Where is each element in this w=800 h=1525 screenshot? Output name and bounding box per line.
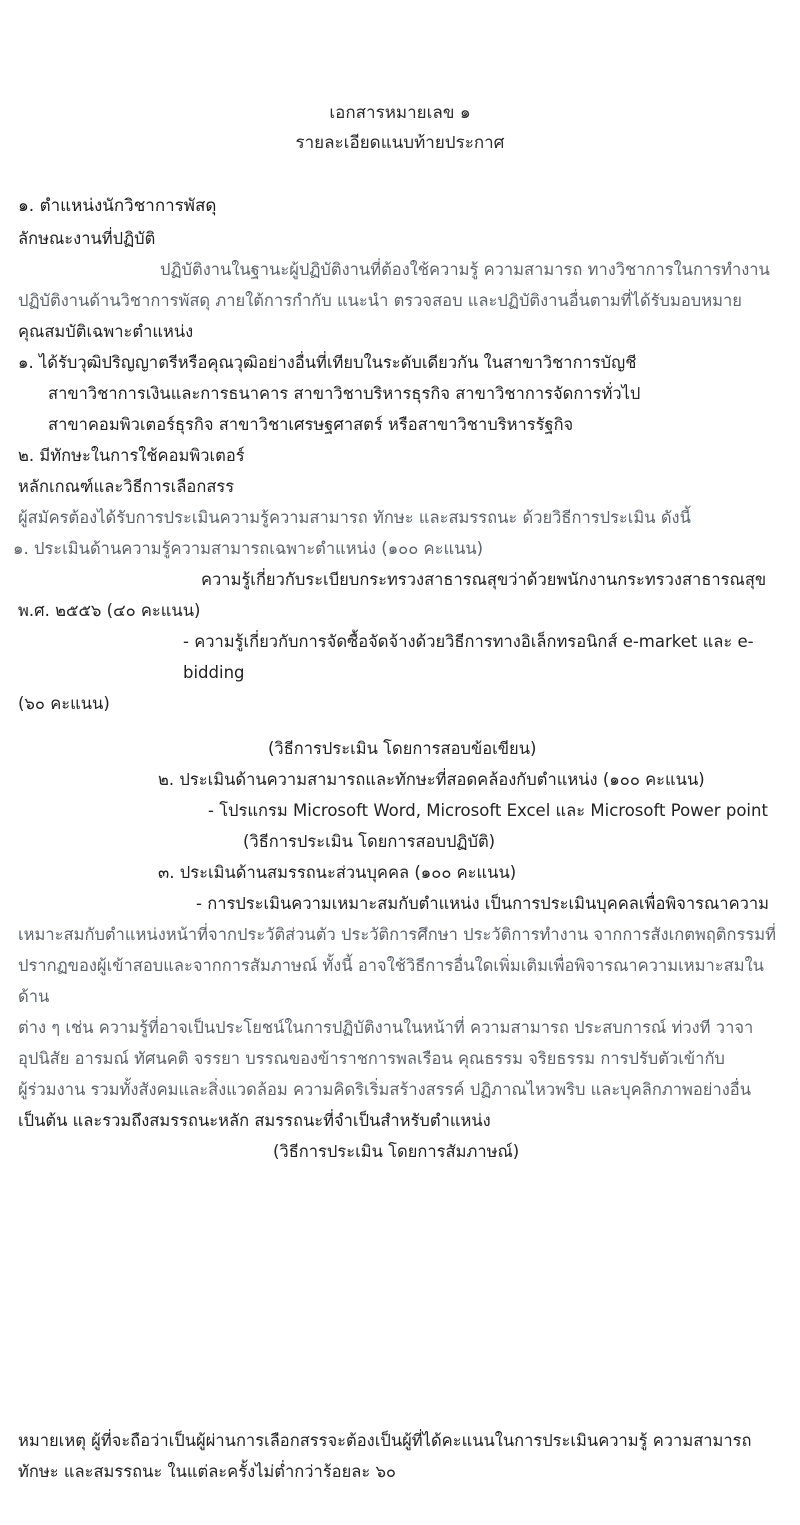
criteria-3-line-1: - การประเมินความเหมาะสมกับตำแหน่ง เป็นการประเมินบุคคลเพื่อพิจารณาความ: [196, 894, 770, 913]
position-heading: ๑. ตำแหน่งนักวิชาการพัสดุ: [18, 196, 217, 216]
note-line-2: ทักษะ และสมรรถนะ ในแต่ละครั้งไม่ต่ำกว่าร้อยละ ๖๐: [18, 1462, 397, 1481]
criteria-section: [18, 471, 782, 502]
criteria-item-1: ๑. ประเมินด้านความรู้ความสามารถเฉพาะตำแหน่ง (๑๐๐ คะแนน): [13, 539, 484, 558]
qualification-item-1-line-1: ๑. ได้รับวุฒิปริญญาตรีหรือคุณวุฒิอย่างอื่นที่เทียบในระดับเดียวกัน ในสาขาวิชาการบัญชี: [18, 353, 637, 372]
criteria-2-method: (วิธีการประเมิน โดยการสอบปฏิบัติ): [243, 832, 496, 851]
criteria-1-sub-1-line-1: ความรู้เกี่ยวกับระเบียบกระทรวงสาธารณสุขว่าด้วยพนักงานกระทรวงสาธารณสุข: [201, 570, 767, 589]
criteria-heading: หลักเกณฑ์และวิธีการเลือกสรร: [18, 477, 235, 496]
criteria-intro-wrap: [13, 502, 782, 564]
criteria-3-line-7: เป็นต้น และรวมถึงสมรรถนะหลัก สมรรถนะที่จำเป็นสำหรับตำแหน่ง: [18, 1111, 491, 1130]
criteria-3-line-4: ต่าง ๆ เช่น ความรู้ที่อาจเป็นประโยชน์ในการปฏิบัติงานในหน้าที่ ความสามารถ ประสบการณ์ ท่วงที วาจา: [18, 1018, 754, 1037]
document-subtitle: รายละเอียดแนบท้ายประกาศ: [295, 133, 505, 153]
qualification-items: [18, 347, 782, 471]
footer-note: [18, 1425, 782, 1487]
criteria-3-method: (วิธีการประเมิน โดยการสัมภาษณ์): [273, 1142, 520, 1161]
duty-line-2: ปฏิบัติงานด้านวิชาการพัสดุ ภายใต้การกำกับ แนะนำ ตรวจสอบ และปฏิบัติงานอื่นตามที่ได้รับมอบหมาย: [18, 291, 742, 310]
qualification-item-2: ๒. มีทักษะในการใช้คอมพิวเตอร์: [18, 446, 245, 465]
criteria-1-sub-2: [18, 626, 782, 719]
document-page: [0, 98, 800, 1525]
criteria-1-sub-2-line-1: - ความรู้เกี่ยวกับการจัดซื้อจัดจ้างด้วยวิธีการทางอิเล็กทรอนิกส์ e-market และ e-bidding: [183, 632, 754, 682]
duty-section: [18, 223, 782, 254]
criteria-3-line-6: ผู้ร่วมงาน รวมทั้งสังคมและสิ่งแวดล้อม ความคิดริเริ่มสร้างสรรค์ ปฏิภาณไหวพริบ และบุคลิกภาพอย่างอื่น: [18, 1080, 751, 1099]
duty-heading: ลักษณะงานที่ปฏิบัติ: [18, 229, 156, 248]
qualification-item-1-line-3: สาขาคอมพิวเตอร์ธุรกิจ สาขาวิชาเศรษฐศาสตร์ หรือสาขาวิชาบริหารรัฐกิจ: [48, 415, 574, 434]
criteria-3-line-5: อุปนิสัย อารมณ์ ทัศนคติ จรรยา บรรณของข้าราชการพลเรือน คุณธรรม จริยธรรม การปรับตัวเข้ากับ: [18, 1049, 725, 1068]
qualification-section: [18, 316, 782, 347]
criteria-item-3: ๓. ประเมินด้านสมรรถนะส่วนบุคคล (๑๐๐ คะแนน): [158, 863, 517, 882]
criteria-3-paragraph: [18, 888, 782, 1136]
qualification-item-1-line-2: สาขาวิชาการเงินและการธนาคาร สาขาวิชาบริหารธุรกิจ สาขาวิชาการจัดการทั่วไป: [48, 384, 641, 403]
criteria-1-sub-1: [18, 564, 782, 626]
criteria-3-line-3: ปรากฏของผู้เข้าสอบและจากการสัมภาษณ์ ทั้งนี้ อาจใช้วิธีการอื่นใดเพิ่มเติมเพื่อพิจารณาความเหมาะสมในด้าน: [18, 956, 764, 1006]
duty-body: [18, 254, 782, 316]
duty-line-1: ปฏิบัติงานในฐานะผู้ปฏิบัติงานที่ต้องใช้ความรู้ ความสามารถ ทางวิชาการในการทำงาน: [160, 260, 770, 279]
criteria-item-2: ๒. ประเมินด้านความสามารถและทักษะที่สอดคล้องกับตำแหน่ง (๑๐๐ คะแนน): [158, 770, 705, 789]
criteria-1-method: (วิธีการประเมิน โดยการสอบข้อเขียน): [268, 739, 537, 758]
criteria-1-sub-2-line-2: (๖๐ คะแนน): [18, 694, 110, 713]
criteria-1-sub-1-line-2: พ.ศ. ๒๕๕๖ (๔๐ คะแนน): [18, 601, 201, 620]
criteria-3-line-2: เหมาะสมกับตำแหน่งหน้าที่จากประวัติส่วนตัว ประวัติการศึกษา ประวัติการทำงาน จากการสังเกตพฤติกรรมที่: [18, 925, 776, 944]
document-title: เอกสารหมายเลข ๑: [329, 103, 471, 123]
note-line-1: หมายเหตุ ผู้ที่จะถือว่าเป็นผู้ผ่านการเลือกสรรจะต้องเป็นผู้ที่ได้คะแนนในการประเมินความรู้ ความสามารถ: [18, 1431, 752, 1450]
criteria-2-sub: - โปรแกรม Microsoft Word, Microsoft Excel และ Microsoft Power point: [208, 801, 768, 820]
qualification-heading: คุณสมบัติเฉพาะตำแหน่ง: [18, 322, 194, 341]
criteria-intro: ผู้สมัครต้องได้รับการประเมินความรู้ความสามารถ ทักษะ และสมรรถนะ ด้วยวิธีการประเมิน ดังนี้: [18, 508, 691, 527]
